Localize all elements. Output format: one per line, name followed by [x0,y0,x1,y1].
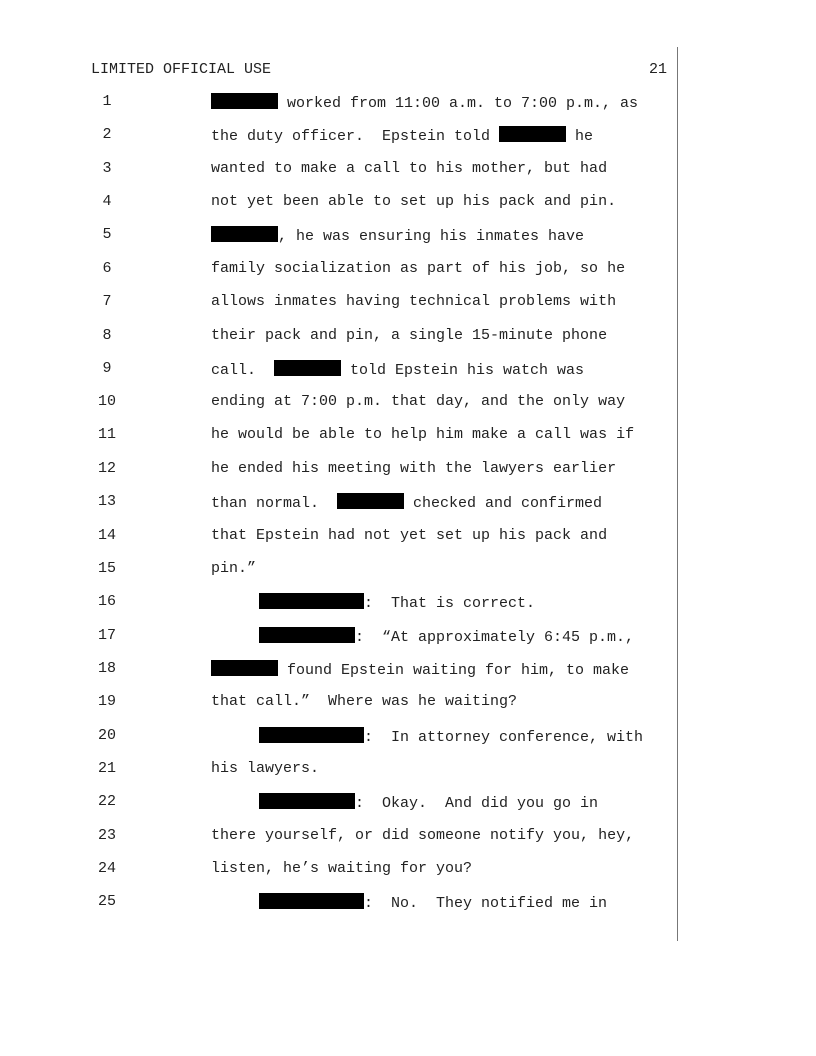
line-text: : Okay. And did you go in [259,793,598,812]
line-number: 24 [97,860,116,877]
line-text: than normal. checked and confirmed [211,495,603,512]
transcript-line [0,493,816,513]
header-title: LIMITED OFFICIAL USE [91,61,272,78]
line-text: his lawyers. [211,760,320,777]
redaction-box [211,226,278,242]
line-number: 25 [97,893,116,910]
transcript-line [0,793,816,813]
line-number: 17 [97,627,116,644]
transcript-line [0,527,816,547]
line-text: , he was ensuring his inmates have [211,226,584,245]
line-number: 18 [97,660,116,677]
line-text: listen, he’s waiting for you? [211,860,473,877]
transcript-line [0,160,816,180]
redaction-box [259,727,364,743]
transcript-line [0,560,816,580]
line-text: : No. They notified me in [259,893,607,912]
line-number: 2 [102,126,112,143]
line-text: he would be able to help him make a call was if [211,426,635,443]
redaction-box [259,793,355,809]
line-number: 15 [97,560,116,577]
line-number: 11 [97,426,116,443]
transcript-line [0,760,816,780]
line-number: 4 [102,193,112,210]
transcript-line [0,293,816,313]
line-text: family socialization as part of his job, so he [211,260,626,277]
line-number: 12 [97,460,116,477]
transcript-line [0,360,816,380]
transcript-line [0,460,816,480]
line-number: 16 [97,593,116,610]
line-text: that call.” Where was he waiting? [211,693,518,710]
line-number: 13 [97,493,116,510]
line-number: 1 [102,93,112,110]
transcript-line [0,827,816,847]
line-number: 23 [97,827,116,844]
line-number: 21 [97,760,116,777]
transcript-line [0,193,816,213]
transcript-line [0,226,816,246]
transcript-line [0,93,816,113]
line-number: 9 [102,360,112,377]
transcript-line [0,260,816,280]
redaction-box [259,627,355,643]
redaction-box [499,126,566,142]
line-text: their pack and pin, a single 15-minute phone [211,327,608,344]
line-text: worked from 11:00 a.m. to 7:00 p.m., as [211,93,638,112]
transcript-line [0,426,816,446]
transcript-line [0,893,816,913]
transcript-line [0,327,816,347]
line-text: not yet been able to set up his pack and pin. [211,193,617,210]
transcript-line [0,693,816,713]
line-text: he ended his meeting with the lawyers earlier [211,460,617,477]
line-text: wanted to make a call to his mother, but had [211,160,608,177]
transcript-line [0,593,816,613]
line-number: 8 [102,327,112,344]
line-number: 14 [97,527,116,544]
redaction-box [274,360,341,376]
line-number: 3 [102,160,112,177]
line-number: 6 [102,260,112,277]
transcript-line [0,393,816,413]
line-text: found Epstein waiting for him, to make [211,660,629,679]
line-text: that Epstein had not yet set up his pack and [211,527,608,544]
line-number: 22 [97,793,116,810]
redaction-box [337,493,404,509]
line-text: : “At approximately 6:45 p.m., [259,627,634,646]
line-text: : In attorney conference, with [259,727,643,746]
redaction-box [259,593,364,609]
line-text: pin.” [211,560,257,577]
line-number: 5 [102,226,112,243]
transcript-line [0,727,816,747]
line-text: there yourself, or did someone notify you, hey, [211,827,635,844]
redaction-box [259,893,364,909]
line-text: ending at 7:00 p.m. that day, and the only way [211,393,626,410]
transcript-line [0,627,816,647]
transcript-line [0,126,816,146]
transcript-line [0,860,816,880]
line-number: 20 [97,727,116,744]
line-number: 7 [102,293,112,310]
line-text: the duty officer. Epstein told he [211,128,594,145]
transcript-line [0,660,816,680]
line-text: : That is correct. [259,593,535,612]
line-text: allows inmates having technical problems with [211,293,617,310]
line-number: 10 [97,393,116,410]
line-text: call. told Epstein his watch was [211,362,585,379]
page-header [91,61,667,81]
page-number: 21 [648,61,667,78]
line-number: 19 [97,693,116,710]
redaction-box [211,660,278,676]
redaction-box [211,93,278,109]
